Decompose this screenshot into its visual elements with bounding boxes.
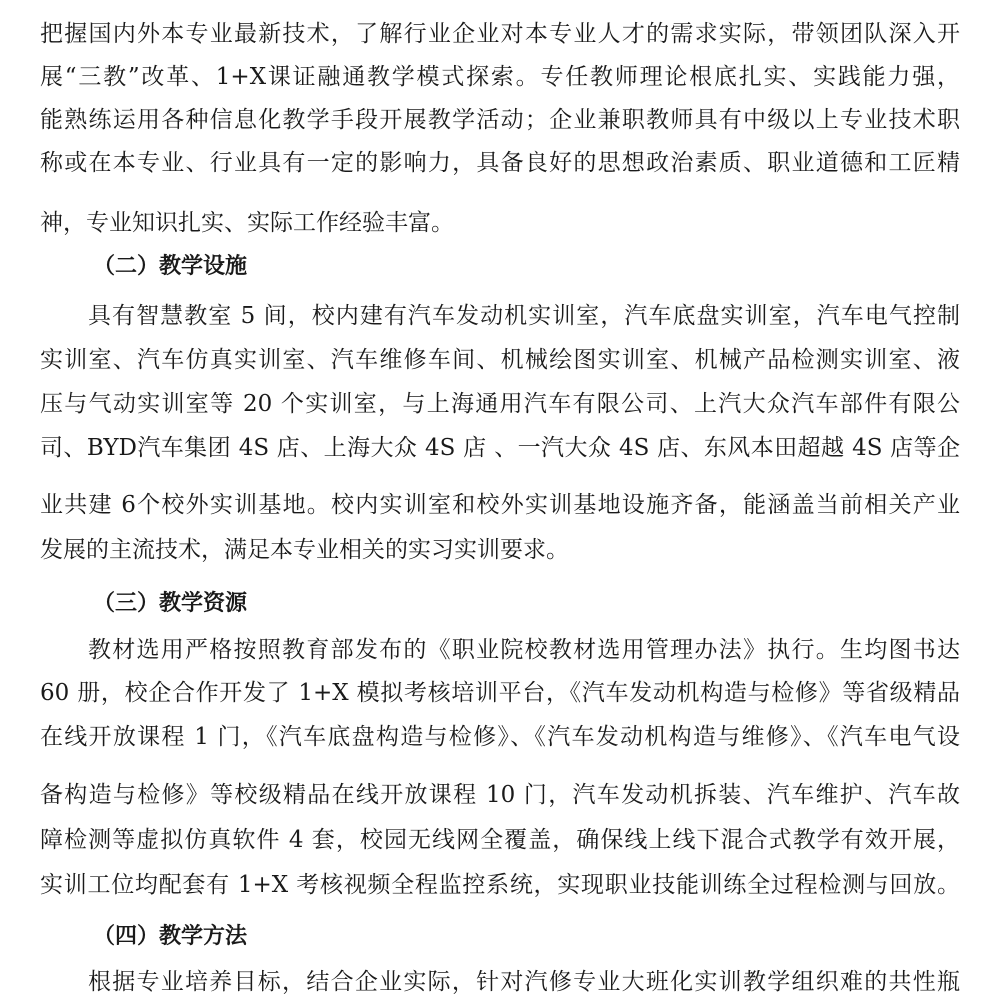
paragraph-line: 业共建 6个校外实训基地。校内实训室和校外实训基地设施齐备，能涵盖当前相关产业	[40, 492, 960, 518]
paragraph-line: 障检测等虚拟仿真软件 4 套，校园无线网全覆盖，确保线上线下混合式教学有效开展，	[40, 827, 960, 853]
paragraph-line: 司、BYD汽车集团 4S 店、上海大众 4S 店 、一汽大众 4S 店、东风本田超越 4S 店等企	[40, 435, 960, 461]
section-heading-teaching-resources: （三）教学资源	[93, 591, 248, 616]
paragraph-line: 神，专业知识扎实、实际工作经验丰富。	[40, 210, 454, 236]
section-heading-teaching-methods: （四）教学方法	[93, 924, 248, 949]
paragraph-line: 展“三教”改革、1+X课证融通教学模式探索。专任教师理论根底扎实、实践能力强，	[40, 64, 960, 90]
paragraph-line: 称或在本专业、行业具有一定的影响力，具备良好的思想政治素质、职业道德和工匠精	[40, 150, 960, 176]
paragraph-line: 根据专业培养目标，结合企业实际，针对汽修专业大班化实训教学组织难的共性瓶	[88, 969, 960, 995]
paragraph-line: 60 册，校企合作开发了 1+X 模拟考核培训平台，《汽车发动机构造与检修》等省级精品	[40, 680, 960, 706]
paragraph-line: 能熟练运用各种信息化教学手段开展教学活动；企业兼职教师具有中级以上专业技术职	[40, 107, 960, 133]
paragraph-line: 压与气动实训室等 20 个实训室，与上海通用汽车有限公司、上汽大众汽车部件有限公	[40, 391, 960, 417]
paragraph-line: 实训室、汽车仿真实训室、汽车维修车间、机械绘图实训室、机械产品检测实训室、液	[40, 347, 960, 373]
paragraph-line: 实训工位均配套有 1+X 考核视频全程监控系统，实现职业技能训练全过程检测与回放。	[40, 872, 960, 898]
paragraph-line: 把握国内外本专业最新技术，了解行业企业对本专业人才的需求实际，带领团队深入开	[40, 21, 960, 47]
paragraph-line: 备构造与检修》等校级精品在线开放课程 10 门，汽车发动机拆装、汽车维护、汽车故	[40, 782, 960, 808]
section-heading-teaching-facilities: （二）教学设施	[93, 254, 248, 279]
paragraph-line: 具有智慧教室 5 间，校内建有汽车发动机实训室，汽车底盘实训室，汽车电气控制	[88, 303, 960, 329]
paragraph-line: 发展的主流技术，满足本专业相关的实习实训要求。	[40, 537, 569, 563]
paragraph-line: 在线开放课程 1 门，《汽车底盘构造与检修》、《汽车发动机构造与维修》、《汽车电气设	[40, 724, 960, 750]
paragraph-line: 教材选用严格按照教育部发布的《职业院校教材选用管理办法》执行。生均图书达	[88, 637, 960, 663]
